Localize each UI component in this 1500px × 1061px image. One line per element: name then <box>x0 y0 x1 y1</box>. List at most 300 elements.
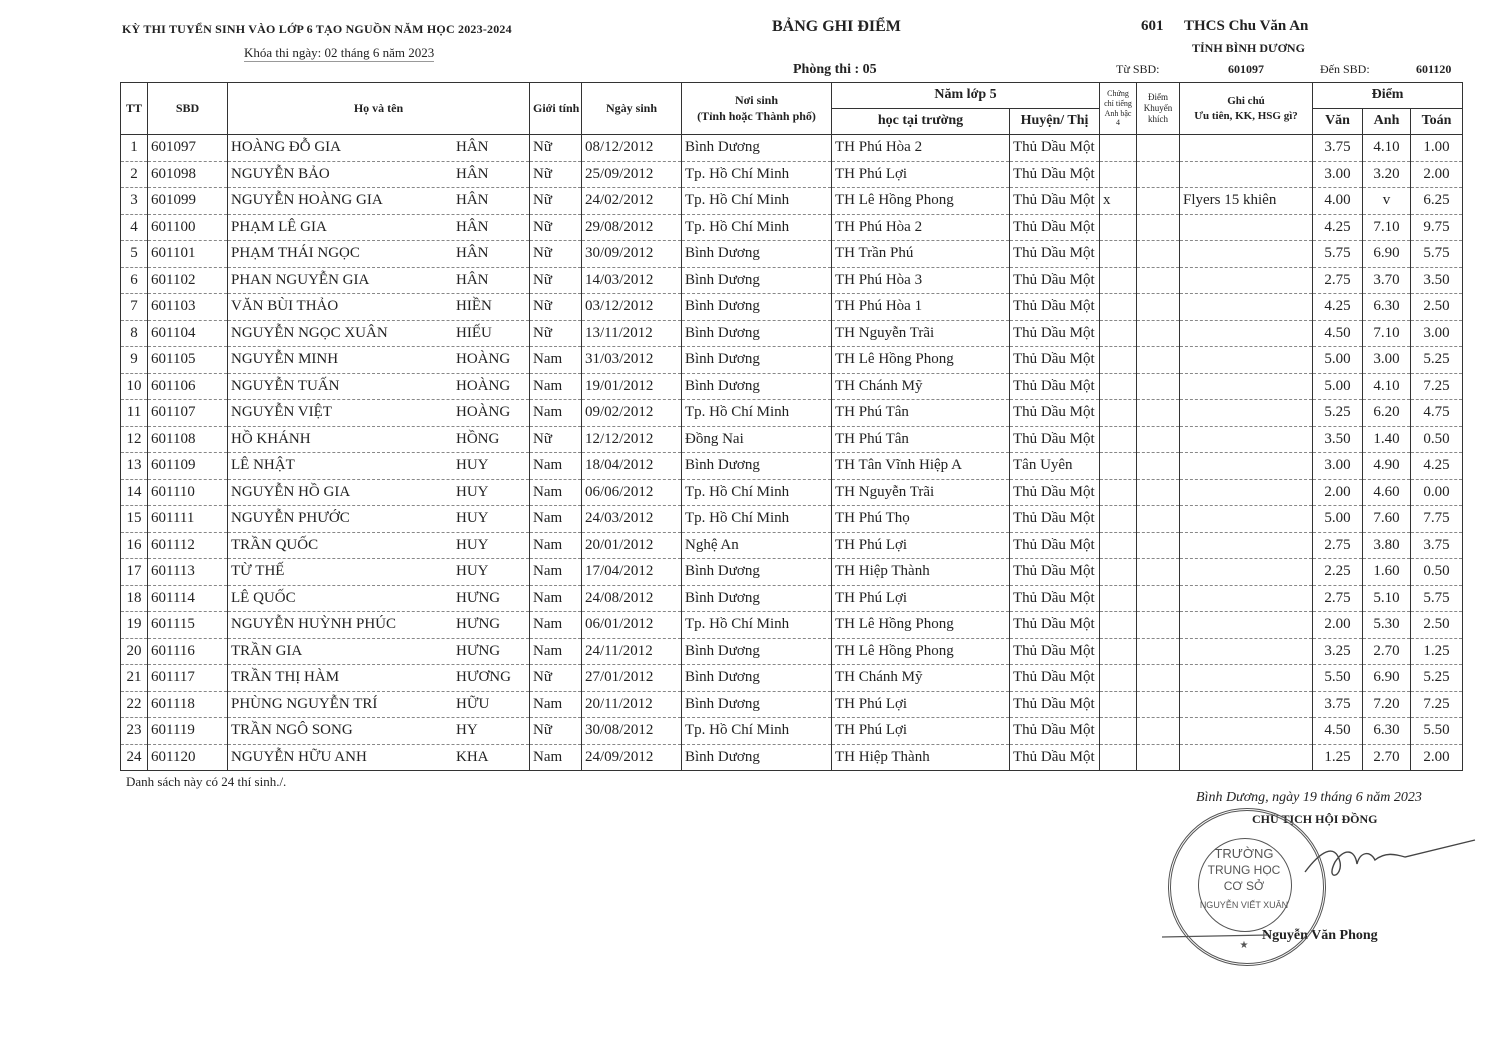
row-name <box>228 161 530 188</box>
row-note <box>1180 347 1313 374</box>
col-birthplace-sub: (Tỉnh hoặc Thành phố) <box>697 108 816 123</box>
row-gender: Nam <box>530 479 582 506</box>
row-sbd: 601103 <box>148 294 228 321</box>
row-sbd: 601112 <box>148 532 228 559</box>
row-anh: 3.70 <box>1363 267 1411 294</box>
table-row <box>121 426 1463 453</box>
row-toan: 5.75 <box>1411 241 1463 268</box>
row-name <box>228 506 530 533</box>
row-cert <box>1100 691 1137 718</box>
row-district: Thủ Dầu Một <box>1010 691 1100 718</box>
row-note <box>1180 294 1313 321</box>
row-bonus <box>1137 426 1180 453</box>
table-row <box>121 320 1463 347</box>
row-bonus <box>1137 665 1180 692</box>
row-district: Thủ Dầu Một <box>1010 479 1100 506</box>
row-van: 2.00 <box>1313 612 1363 639</box>
row-dob: 03/12/2012 <box>582 294 682 321</box>
col-name: Họ và tên <box>228 83 530 135</box>
row-bonus <box>1137 506 1180 533</box>
row-birthplace: Tp. Hồ Chí Minh <box>682 718 832 745</box>
row-name <box>228 691 530 718</box>
row-anh: 6.20 <box>1363 400 1411 427</box>
row-gender: Nữ <box>530 188 582 215</box>
row-dob: 17/04/2012 <box>582 559 682 586</box>
row-note <box>1180 585 1313 612</box>
row-cert: x <box>1100 188 1137 215</box>
row-sbd: 601106 <box>148 373 228 400</box>
row-anh: 5.30 <box>1363 612 1411 639</box>
row-tt: 23 <box>121 718 148 745</box>
row-bonus <box>1137 691 1180 718</box>
row-sbd: 601114 <box>148 585 228 612</box>
col-note-sub: Ưu tiên, KK, HSG gì? <box>1194 109 1298 122</box>
row-toan: 3.75 <box>1411 532 1463 559</box>
row-district: Thủ Dầu Một <box>1010 347 1100 374</box>
row-cert <box>1100 373 1137 400</box>
row-given-name: HÂN <box>456 218 489 235</box>
row-birthplace: Bình Dương <box>682 267 832 294</box>
row-given-name: KHA <box>456 748 489 765</box>
row-birthplace: Tp. Hồ Chí Minh <box>682 506 832 533</box>
row-dob: 30/09/2012 <box>582 241 682 268</box>
row-anh: 1.40 <box>1363 426 1411 453</box>
row-toan: 2.00 <box>1411 744 1463 771</box>
row-anh: 6.90 <box>1363 241 1411 268</box>
row-cert <box>1100 453 1137 480</box>
row-toan: 5.25 <box>1411 347 1463 374</box>
row-given-name: HỮU <box>456 695 490 712</box>
row-cert <box>1100 665 1137 692</box>
row-name <box>228 426 530 453</box>
row-name <box>228 453 530 480</box>
table-row <box>121 612 1463 639</box>
signer-name: Nguyễn Văn Phong <box>1262 928 1378 943</box>
row-tt: 10 <box>121 373 148 400</box>
row-bonus <box>1137 188 1180 215</box>
row-sbd: 601097 <box>148 135 228 162</box>
row-gender: Nữ <box>530 294 582 321</box>
row-cert <box>1100 612 1137 639</box>
row-sbd: 601105 <box>148 347 228 374</box>
row-toan: 5.50 <box>1411 718 1463 745</box>
row-name <box>228 214 530 241</box>
row-birthplace: Tp. Hồ Chí Minh <box>682 161 832 188</box>
row-school: TH Lê Hồng Phong <box>832 188 1010 215</box>
row-gender: Nữ <box>530 665 582 692</box>
row-district: Thủ Dầu Một <box>1010 400 1100 427</box>
row-sbd: 601118 <box>148 691 228 718</box>
row-name <box>228 188 530 215</box>
row-sbd: 601108 <box>148 426 228 453</box>
row-tt: 24 <box>121 744 148 771</box>
row-bonus <box>1137 559 1180 586</box>
row-birthplace: Tp. Hồ Chí Minh <box>682 479 832 506</box>
table-row <box>121 161 1463 188</box>
row-note <box>1180 400 1313 427</box>
row-bonus <box>1137 320 1180 347</box>
row-sbd: 601119 <box>148 718 228 745</box>
row-tt: 6 <box>121 267 148 294</box>
row-birthplace: Bình Dương <box>682 665 832 692</box>
row-given-name: HÂN <box>456 139 489 156</box>
row-school: TH Phú Hòa 3 <box>832 267 1010 294</box>
row-dob: 24/02/2012 <box>582 188 682 215</box>
row-dob: 06/01/2012 <box>582 612 682 639</box>
row-cert <box>1100 744 1137 771</box>
row-cert <box>1100 559 1137 586</box>
row-anh: 6.30 <box>1363 718 1411 745</box>
row-name <box>228 347 530 374</box>
row-gender: Nam <box>530 347 582 374</box>
row-name <box>228 135 530 162</box>
row-bonus <box>1137 347 1180 374</box>
row-dob: 14/03/2012 <box>582 267 682 294</box>
row-cert <box>1100 718 1137 745</box>
row-van: 4.50 <box>1313 320 1363 347</box>
row-note <box>1180 718 1313 745</box>
row-gender: Nữ <box>530 718 582 745</box>
row-van: 3.25 <box>1313 638 1363 665</box>
to-sbd-label: Đến SBD: <box>1320 62 1370 76</box>
row-toan: 9.75 <box>1411 214 1463 241</box>
row-bonus <box>1137 532 1180 559</box>
col-birthplace <box>682 83 832 135</box>
row-birthplace: Bình Dương <box>682 638 832 665</box>
row-name <box>228 638 530 665</box>
row-anh: 3.80 <box>1363 532 1411 559</box>
row-name <box>228 744 530 771</box>
row-cert <box>1100 532 1137 559</box>
row-gender: Nam <box>530 744 582 771</box>
row-given-name: HUY <box>456 536 489 553</box>
row-district: Thủ Dầu Một <box>1010 718 1100 745</box>
table-row <box>121 665 1463 692</box>
row-birthplace: Bình Dương <box>682 294 832 321</box>
row-surname: NGUYỄN TUẤN <box>231 377 340 394</box>
row-bonus <box>1137 585 1180 612</box>
row-district: Thủ Dầu Một <box>1010 612 1100 639</box>
row-dob: 24/11/2012 <box>582 638 682 665</box>
row-bonus <box>1137 241 1180 268</box>
row-gender: Nam <box>530 638 582 665</box>
col-cert: Chứng chỉ tiếng Anh bậc 4 <box>1100 83 1137 135</box>
row-note <box>1180 691 1313 718</box>
row-surname: NGUYỄN VIỆT <box>231 404 332 421</box>
row-birthplace: Nghệ An <box>682 532 832 559</box>
row-school: TH Phú Lợi <box>832 718 1010 745</box>
row-gender: Nữ <box>530 320 582 347</box>
row-sbd: 601107 <box>148 400 228 427</box>
row-school: TH Lê Hồng Phong <box>832 638 1010 665</box>
row-sbd: 601111 <box>148 506 228 533</box>
row-sbd: 601110 <box>148 479 228 506</box>
row-name <box>228 400 530 427</box>
row-birthplace: Tp. Hồ Chí Minh <box>682 214 832 241</box>
row-sbd: 601116 <box>148 638 228 665</box>
row-sbd: 601115 <box>148 612 228 639</box>
col-tt: TT <box>121 83 148 135</box>
row-toan: 5.25 <box>1411 665 1463 692</box>
row-cert <box>1100 638 1137 665</box>
table-row <box>121 453 1463 480</box>
row-school: TH Phú Hòa 2 <box>832 135 1010 162</box>
school-code: 601 <box>1141 18 1164 34</box>
score-table <box>120 82 1463 771</box>
row-anh: 6.30 <box>1363 294 1411 321</box>
province: TỈNH BÌNH DƯƠNG <box>1192 41 1305 55</box>
row-school: TH Phú Thọ <box>832 506 1010 533</box>
row-van: 2.75 <box>1313 532 1363 559</box>
row-dob: 24/08/2012 <box>582 585 682 612</box>
row-note <box>1180 506 1313 533</box>
row-given-name: HÂN <box>456 165 489 182</box>
row-school: TH Phú Hòa 1 <box>832 294 1010 321</box>
row-sbd: 601109 <box>148 453 228 480</box>
row-anh: v <box>1363 188 1411 215</box>
row-district: Thủ Dầu Một <box>1010 665 1100 692</box>
row-sbd: 601098 <box>148 161 228 188</box>
row-birthplace: Bình Dương <box>682 135 832 162</box>
row-sbd: 601117 <box>148 665 228 692</box>
row-cert <box>1100 135 1137 162</box>
table-row <box>121 479 1463 506</box>
row-tt: 4 <box>121 214 148 241</box>
signature-underline <box>1160 925 1270 945</box>
row-tt: 21 <box>121 665 148 692</box>
table-row <box>121 691 1463 718</box>
row-sbd: 601100 <box>148 214 228 241</box>
row-toan: 3.00 <box>1411 320 1463 347</box>
row-cert <box>1100 347 1137 374</box>
row-note <box>1180 665 1313 692</box>
row-tt: 8 <box>121 320 148 347</box>
row-dob: 20/11/2012 <box>582 691 682 718</box>
row-note <box>1180 532 1313 559</box>
row-dob: 27/01/2012 <box>582 665 682 692</box>
table-row <box>121 559 1463 586</box>
row-birthplace: Bình Dương <box>682 241 832 268</box>
row-van: 4.25 <box>1313 214 1363 241</box>
row-name <box>228 241 530 268</box>
row-gender: Nữ <box>530 135 582 162</box>
row-gender: Nam <box>530 373 582 400</box>
table-row <box>121 135 1463 162</box>
row-note <box>1180 638 1313 665</box>
table-row <box>121 347 1463 374</box>
row-school: TH Hiệp Thành <box>832 559 1010 586</box>
row-given-name: HÂN <box>456 192 489 209</box>
row-school: TH Lê Hồng Phong <box>832 612 1010 639</box>
row-bonus <box>1137 214 1180 241</box>
table-row <box>121 532 1463 559</box>
row-gender: Nam <box>530 585 582 612</box>
row-given-name: HƯƠNG <box>456 669 511 686</box>
row-tt: 7 <box>121 294 148 321</box>
signature <box>1295 832 1485 892</box>
row-toan: 2.50 <box>1411 294 1463 321</box>
row-sbd: 601104 <box>148 320 228 347</box>
row-toan: 0.00 <box>1411 479 1463 506</box>
table-row <box>121 638 1463 665</box>
row-given-name: HUY <box>456 483 489 500</box>
row-bonus <box>1137 638 1180 665</box>
row-tt: 2 <box>121 161 148 188</box>
row-name <box>228 612 530 639</box>
row-name <box>228 585 530 612</box>
row-van: 3.75 <box>1313 691 1363 718</box>
row-note <box>1180 214 1313 241</box>
col-dob: Ngày sinh <box>582 83 682 135</box>
row-toan: 0.50 <box>1411 559 1463 586</box>
table-row <box>121 267 1463 294</box>
row-van: 4.00 <box>1313 188 1363 215</box>
row-cert <box>1100 479 1137 506</box>
row-toan: 5.75 <box>1411 585 1463 612</box>
row-given-name: HUY <box>456 563 489 580</box>
row-birthplace: Bình Dương <box>682 320 832 347</box>
row-note <box>1180 744 1313 771</box>
row-anh: 4.10 <box>1363 135 1411 162</box>
sheet-title: BẢNG GHI ĐIỂM <box>772 18 901 35</box>
to-sbd: 601120 <box>1416 62 1452 76</box>
row-given-name: HUY <box>456 510 489 527</box>
row-van: 5.75 <box>1313 241 1363 268</box>
row-surname: LÊ NHẬT <box>231 457 295 474</box>
row-bonus <box>1137 400 1180 427</box>
row-given-name: HOÀNG <box>456 351 511 368</box>
row-cert <box>1100 214 1137 241</box>
table-row <box>121 585 1463 612</box>
row-van: 2.75 <box>1313 585 1363 612</box>
row-van: 3.50 <box>1313 426 1363 453</box>
row-tt: 15 <box>121 506 148 533</box>
row-school: TH Phú Lợi <box>832 532 1010 559</box>
row-district: Thủ Dầu Một <box>1010 638 1100 665</box>
row-surname: TRẦN GIA <box>231 642 303 659</box>
row-toan: 1.00 <box>1411 135 1463 162</box>
row-surname: PHẠM LÊ GIA <box>231 218 327 235</box>
row-note <box>1180 320 1313 347</box>
row-gender: Nam <box>530 559 582 586</box>
row-van: 5.50 <box>1313 665 1363 692</box>
table-row <box>121 294 1463 321</box>
row-bonus <box>1137 267 1180 294</box>
table-body <box>121 135 1463 771</box>
row-district: Thủ Dầu Một <box>1010 241 1100 268</box>
row-toan: 1.25 <box>1411 638 1463 665</box>
row-dob: 31/03/2012 <box>582 347 682 374</box>
row-toan: 7.75 <box>1411 506 1463 533</box>
row-gender: Nam <box>530 612 582 639</box>
row-sbd: 601120 <box>148 744 228 771</box>
row-cert <box>1100 426 1137 453</box>
row-note <box>1180 479 1313 506</box>
row-bonus <box>1137 744 1180 771</box>
row-dob: 12/12/2012 <box>582 426 682 453</box>
row-surname: TỪ THẾ <box>231 563 285 580</box>
row-toan: 6.25 <box>1411 188 1463 215</box>
row-given-name: HƯNG <box>456 642 501 659</box>
col-bonus: Điểm Khuyến khích <box>1137 83 1180 135</box>
row-school: TH Phú Tân <box>832 400 1010 427</box>
row-dob: 08/12/2012 <box>582 135 682 162</box>
row-note <box>1180 267 1313 294</box>
row-birthplace: Tp. Hồ Chí Minh <box>682 612 832 639</box>
exam-title: KỲ THI TUYỂN SINH VÀO LỚP 6 TẠO NGUỒN NĂM HỌC 2023-2024 <box>122 22 512 36</box>
row-surname: NGUYỄN PHƯỚC <box>231 510 350 527</box>
table-row <box>121 188 1463 215</box>
row-cert <box>1100 267 1137 294</box>
row-dob: 24/09/2012 <box>582 744 682 771</box>
row-tt: 1 <box>121 135 148 162</box>
col-grade5: Năm lớp 5 <box>832 83 1100 109</box>
row-gender: Nữ <box>530 267 582 294</box>
row-note <box>1180 612 1313 639</box>
col-van: Văn <box>1313 109 1363 135</box>
row-given-name: HOÀNG <box>456 404 511 421</box>
row-cert <box>1100 294 1137 321</box>
row-surname: LÊ QUỐC <box>231 589 296 606</box>
row-gender: Nữ <box>530 161 582 188</box>
row-van: 5.25 <box>1313 400 1363 427</box>
svg-text:TRUNG HỌC: TRUNG HỌC <box>1207 863 1281 877</box>
col-school: học tại trường <box>832 109 1010 135</box>
exam-date: Khóa thi ngày: 02 tháng 6 năm 2023 <box>244 45 435 60</box>
row-school: TH Lê Hồng Phong <box>832 347 1010 374</box>
row-gender: Nam <box>530 506 582 533</box>
row-anh: 7.60 <box>1363 506 1411 533</box>
row-district: Thủ Dầu Một <box>1010 585 1100 612</box>
row-toan: 2.00 <box>1411 161 1463 188</box>
row-given-name: HÂN <box>456 271 489 288</box>
row-cert <box>1100 400 1137 427</box>
row-given-name: HỒNG <box>456 430 500 447</box>
row-anh: 4.60 <box>1363 479 1411 506</box>
row-cert <box>1100 506 1137 533</box>
row-gender: Nữ <box>530 426 582 453</box>
row-tt: 3 <box>121 188 148 215</box>
row-note <box>1180 373 1313 400</box>
row-given-name: HƯNG <box>456 616 501 633</box>
row-name <box>228 373 530 400</box>
row-district: Thủ Dầu Một <box>1010 188 1100 215</box>
row-bonus <box>1137 612 1180 639</box>
row-van: 3.00 <box>1313 161 1363 188</box>
row-dob: 13/11/2012 <box>582 320 682 347</box>
table-row <box>121 373 1463 400</box>
row-tt: 9 <box>121 347 148 374</box>
row-school: TH Phú Lợi <box>832 585 1010 612</box>
row-birthplace: Bình Dương <box>682 559 832 586</box>
svg-text:NGUYỄN VIẾT XUÂN: NGUYỄN VIẾT XUÂN <box>1199 900 1289 910</box>
row-given-name: HƯNG <box>456 589 501 606</box>
row-bonus <box>1137 479 1180 506</box>
row-toan: 4.25 <box>1411 453 1463 480</box>
row-bonus <box>1137 294 1180 321</box>
table-row <box>121 744 1463 771</box>
col-birthplace-label: Nơi sinh <box>735 92 778 107</box>
row-name <box>228 267 530 294</box>
row-surname: NGUYỄN HOÀNG GIA <box>231 192 383 209</box>
row-anh: 3.00 <box>1363 347 1411 374</box>
row-surname: PHẠM THÁI NGỌC <box>231 245 360 262</box>
row-note <box>1180 241 1313 268</box>
row-surname: NGUYỄN BẢO <box>231 165 330 182</box>
row-birthplace: Bình Dương <box>682 453 832 480</box>
row-gender: Nam <box>530 453 582 480</box>
row-name <box>228 559 530 586</box>
